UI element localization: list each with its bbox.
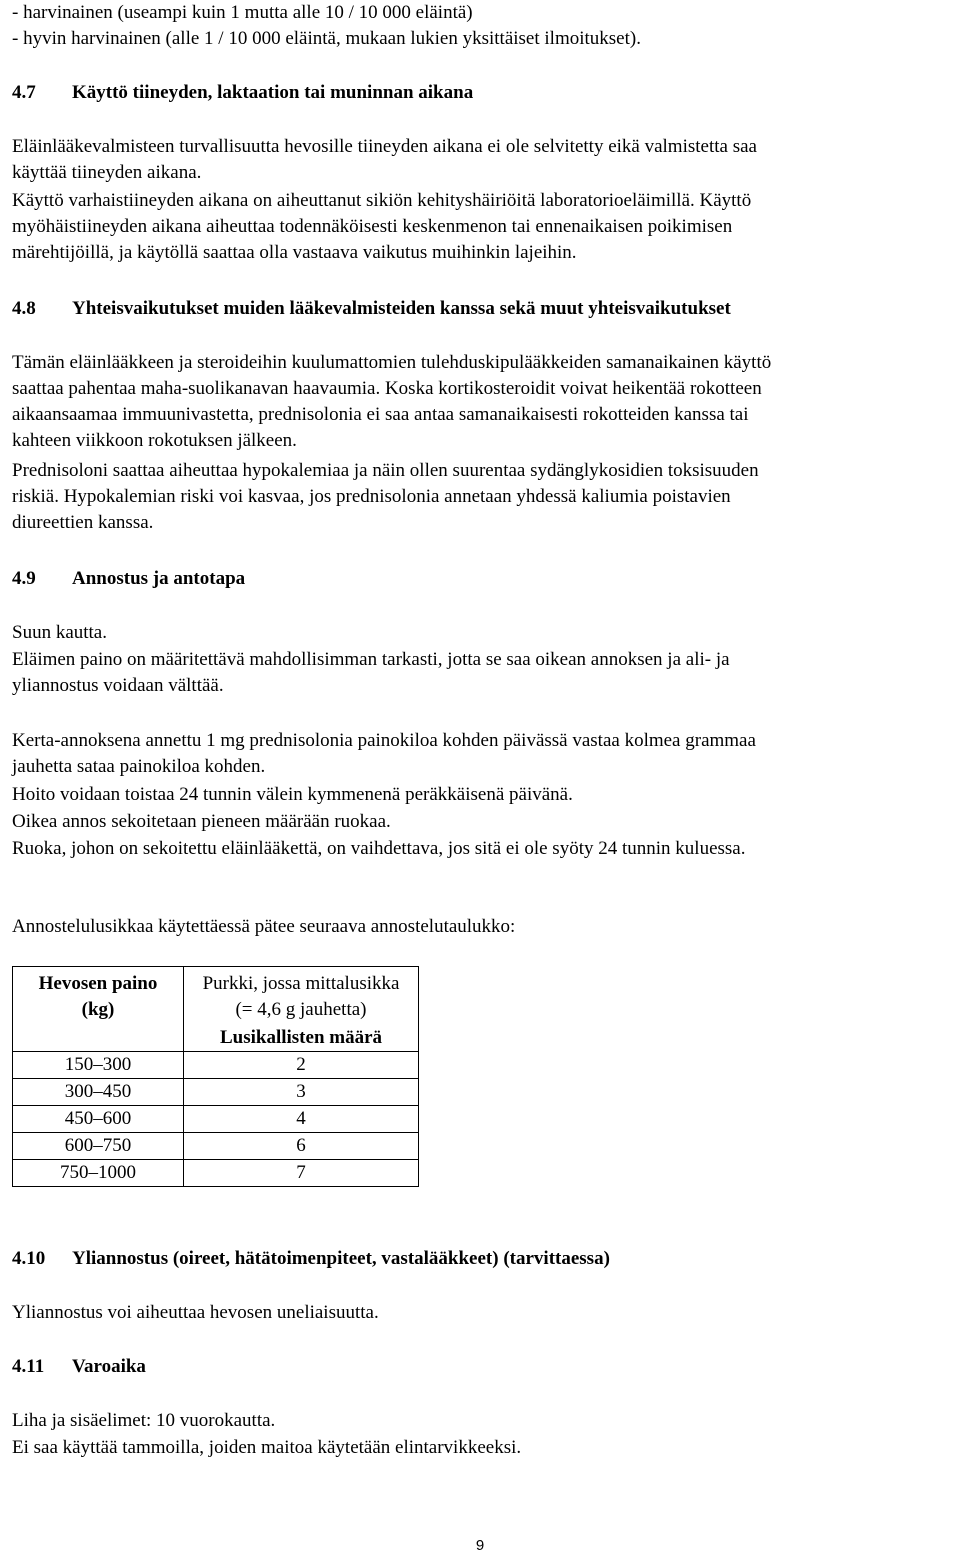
list-item: - hyvin harvinainen (alle 1 / 10 000 eläintä, mukaan lukien yksittäiset ilmoitukset). xyxy=(12,28,641,49)
weight-cell: 300–450 xyxy=(13,1079,184,1106)
paragraph: Oikea annos sekoitetaan pieneen määrään ruokaa. xyxy=(12,811,391,832)
spoons-cell: 3 xyxy=(184,1079,419,1106)
paragraph: Tämän eläinlääkkeen ja steroideihin kuulumattomien tulehduskipulääkkeiden samanaikainen käyttö saattaa pahentaa maha-suolikanavan haavaumia. Koska kortikosteroidit voivat heikentää rokotteen aikaansaamaa immuunivastetta, prednisolonia ei saa antaa samanaikaisesti rokotteiden kanssa tai kahteen viikkoon rokotuksen jälkeen. xyxy=(12,352,772,451)
table-row xyxy=(13,1079,419,1106)
weight-cell: 150–300 xyxy=(13,1052,184,1079)
section-title: Varoaika xyxy=(72,1356,146,1377)
paragraph: Suun kautta. xyxy=(12,622,107,643)
spoons-cell: 6 xyxy=(184,1133,419,1160)
section-heading xyxy=(12,566,245,592)
section-number: 4.10 xyxy=(12,1248,46,1269)
section-heading xyxy=(12,296,731,322)
table-subheader-spoons: Lusikallisten määrä xyxy=(184,1025,419,1052)
paragraph: Ruoka, johon on sekoitettu eläinlääkettä, on vaihdettava, jos sitä ei ole syöty 24 tunnin kuluessa. xyxy=(12,838,746,859)
table-row xyxy=(13,1052,419,1079)
weight-cell: 750–1000 xyxy=(13,1160,184,1187)
section-heading xyxy=(12,1354,146,1380)
table-row xyxy=(13,1106,419,1133)
weight-cell: 450–600 xyxy=(13,1106,184,1133)
weight-cell: 600–750 xyxy=(13,1133,184,1160)
paragraph: Eläinlääkevalmisteen turvallisuutta hevosille tiineyden aikana ei ole selvitetty eikä valmistetta saa käyttää tiineyden aikana. xyxy=(12,136,757,183)
paragraph: Eläimen paino on määritettävä mahdollisimman tarkasti, jotta se saa oikean annoksen ja ali- ja yliannostus voidaan välttää. xyxy=(12,649,730,696)
section-number: 4.9 xyxy=(12,568,36,589)
spoons-cell: 4 xyxy=(184,1106,419,1133)
table-row xyxy=(13,1133,419,1160)
dosage-table xyxy=(12,966,419,1187)
section-title: Yhteisvaikutukset muiden lääkevalmisteiden kanssa sekä muut yhteisvaikutukset xyxy=(72,298,731,319)
paragraph: Käyttö varhaistiineyden aikana on aiheuttanut sikiön kehityshäiriöitä laboratorioeläimillä. Käyttö myöhäistiineyden aikana aiheuttaa todennäköisesti keskenmenon tai ennenaikaisen poikimisen märehtijöillä, ja käytöllä saattaa olla vastaava vaikutus muihinkin lajeihin. xyxy=(12,190,752,263)
section-title: Käyttö tiineyden, laktaation tai muninnan aikana xyxy=(72,82,474,103)
section-number: 4.11 xyxy=(12,1356,45,1377)
section-number: 4.8 xyxy=(12,298,36,319)
section-title: Annostus ja antotapa xyxy=(72,568,246,589)
section-number: 4.7 xyxy=(12,82,36,103)
paragraph: Kerta-annoksena annettu 1 mg prednisolonia painokiloa kohden päivässä vastaa kolmea grammaa jauhetta sataa painokiloa kohden. xyxy=(12,730,756,777)
table-row xyxy=(13,1160,419,1187)
page-number: 9 xyxy=(475,1537,485,1554)
paragraph: Ei saa käyttää tammoilla, joiden maitoa käytetään elintarvikkeeksi. xyxy=(12,1437,522,1458)
paragraph: Hoito voidaan toistaa 24 tunnin välein kymmenenä peräkkäisenä päivänä. xyxy=(12,784,573,805)
section-heading xyxy=(12,1246,610,1272)
spoons-cell: 7 xyxy=(184,1160,419,1187)
spoons-cell: 2 xyxy=(184,1052,419,1079)
section-title: Yliannostus (oireet, hätätoimenpiteet, vastalääkkeet) (tarvittaessa) xyxy=(72,1248,610,1269)
paragraph: Liha ja sisäelimet: 10 vuorokautta. xyxy=(12,1410,276,1431)
paragraph: Yliannostus voi aiheuttaa hevosen uneliaisuutta. xyxy=(12,1302,379,1323)
table-header-weight: Hevosen paino (kg) xyxy=(13,967,184,1052)
section-heading xyxy=(12,80,473,106)
table-header-container: Purkki, jossa mittalusikka (= 4,6 g jauhetta) xyxy=(184,967,419,1026)
table-intro: Annostelulusikkaa käytettäessä pätee seuraava annostelutaulukko: xyxy=(12,916,516,937)
list-item: - harvinainen (useampi kuin 1 mutta alle 10 / 10 000 eläintä) xyxy=(12,2,473,23)
paragraph: Prednisoloni saattaa aiheuttaa hypokalemiaa ja näin ollen suurentaa sydänglykosidien toksisuuden riskiä. Hypokalemian riski voi kasvaa, jos prednisolonia annetaan yhdessä kaliumia poistavien diureettien kanssa. xyxy=(12,460,759,533)
